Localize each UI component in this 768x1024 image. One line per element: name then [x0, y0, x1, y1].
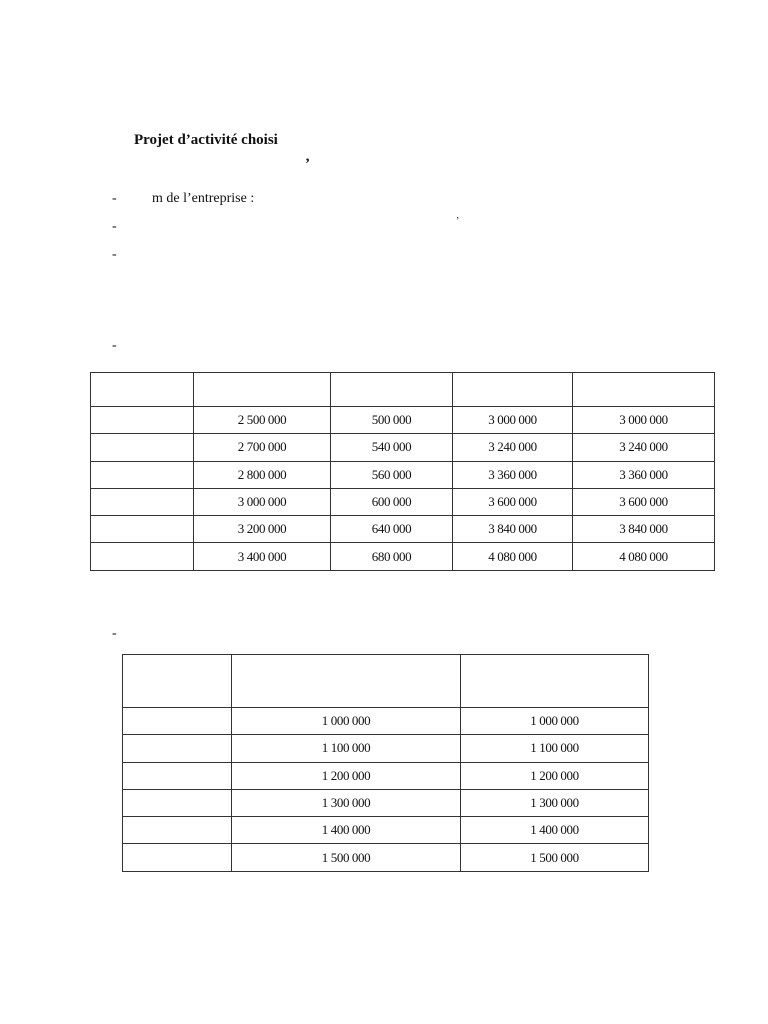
table-header-cell: [194, 373, 331, 407]
table-cell: 3 240 000: [573, 434, 715, 461]
table-cell: 1 100 000: [461, 735, 649, 762]
table-cell: 3 600 000: [573, 488, 715, 515]
table-header-cell: [331, 373, 453, 407]
table-cell: 1 300 000: [232, 789, 461, 816]
bullet-dash: -: [112, 338, 117, 353]
table-cell: 1 200 000: [232, 762, 461, 789]
table-cell: [91, 488, 194, 515]
table-header-cell: [123, 655, 232, 708]
table-cell: 2 800 000: [194, 461, 331, 488]
table-cell: 3 240 000: [453, 434, 573, 461]
company-name-line: m de l’entreprise :: [152, 191, 255, 206]
stray-apostrophe-mark: ’: [456, 216, 460, 227]
table-cell: 3 600 000: [453, 488, 573, 515]
table-row: [123, 844, 649, 871]
table-cell: 1 400 000: [232, 817, 461, 844]
table-cell: [91, 516, 194, 543]
table-header-cell: [453, 373, 573, 407]
table-cell: [123, 789, 232, 816]
table-row: [123, 708, 649, 735]
table-cell: 500 000: [331, 407, 453, 434]
table-cell: 3 400 000: [194, 543, 331, 570]
table-cell: 1 000 000: [461, 708, 649, 735]
table-row: [91, 543, 715, 570]
table-cell: 2 500 000: [194, 407, 331, 434]
table-cell: 680 000: [331, 543, 453, 570]
table-row: [91, 461, 715, 488]
table-header-cell: [573, 373, 715, 407]
table-cell: 3 840 000: [573, 516, 715, 543]
table-cell: 3 360 000: [573, 461, 715, 488]
table-cell: 4 080 000: [573, 543, 715, 570]
table-cell: [123, 735, 232, 762]
table-cell: 640 000: [331, 516, 453, 543]
table-cell: 540 000: [331, 434, 453, 461]
table-cell: [123, 817, 232, 844]
table-cell: 3 840 000: [453, 516, 573, 543]
table-cell: [123, 708, 232, 735]
table-row: [123, 789, 649, 816]
table-header-row: [123, 655, 649, 708]
stray-comma-mark: ’: [305, 156, 310, 172]
table-cell: 3 200 000: [194, 516, 331, 543]
bullet-dash: -: [112, 626, 117, 641]
table-cell: [91, 461, 194, 488]
table-row: [123, 762, 649, 789]
table-cell: 1 200 000: [461, 762, 649, 789]
section-title: Projet d’activité choisi: [134, 132, 278, 148]
table-cell: [91, 434, 194, 461]
table-header-cell: [91, 373, 194, 407]
table-cell: 3 000 000: [453, 407, 573, 434]
table-cell: 3 000 000: [194, 488, 331, 515]
table-cell: 1 400 000: [461, 817, 649, 844]
table-row: [91, 434, 715, 461]
table-cell: 1 300 000: [461, 789, 649, 816]
table-cell: 600 000: [331, 488, 453, 515]
table-row: [123, 735, 649, 762]
table-cell: 3 360 000: [453, 461, 573, 488]
table-row: [91, 516, 715, 543]
table-cell: 3 000 000: [573, 407, 715, 434]
table-cell: 1 500 000: [232, 844, 461, 871]
table-row: [91, 407, 715, 434]
table-cell: 1 000 000: [232, 708, 461, 735]
table-row: [123, 817, 649, 844]
table-cell: [91, 407, 194, 434]
bullet-dash: -: [112, 219, 117, 234]
table-cell: 1 500 000: [461, 844, 649, 871]
revenue-table: [90, 372, 715, 571]
bullet-dash: -: [112, 247, 117, 262]
bullet-dash: -: [112, 191, 117, 206]
table-cell: 1 100 000: [232, 735, 461, 762]
table-cell: 560 000: [331, 461, 453, 488]
table-cell: [91, 543, 194, 570]
table-header-row: [91, 373, 715, 407]
table-cell: [123, 844, 232, 871]
table-header-cell: [461, 655, 649, 708]
table-cell: 2 700 000: [194, 434, 331, 461]
table-row: [91, 488, 715, 515]
table-cell: 4 080 000: [453, 543, 573, 570]
table-header-cell: [232, 655, 461, 708]
table-cell: [123, 762, 232, 789]
charges-table: [122, 654, 649, 872]
